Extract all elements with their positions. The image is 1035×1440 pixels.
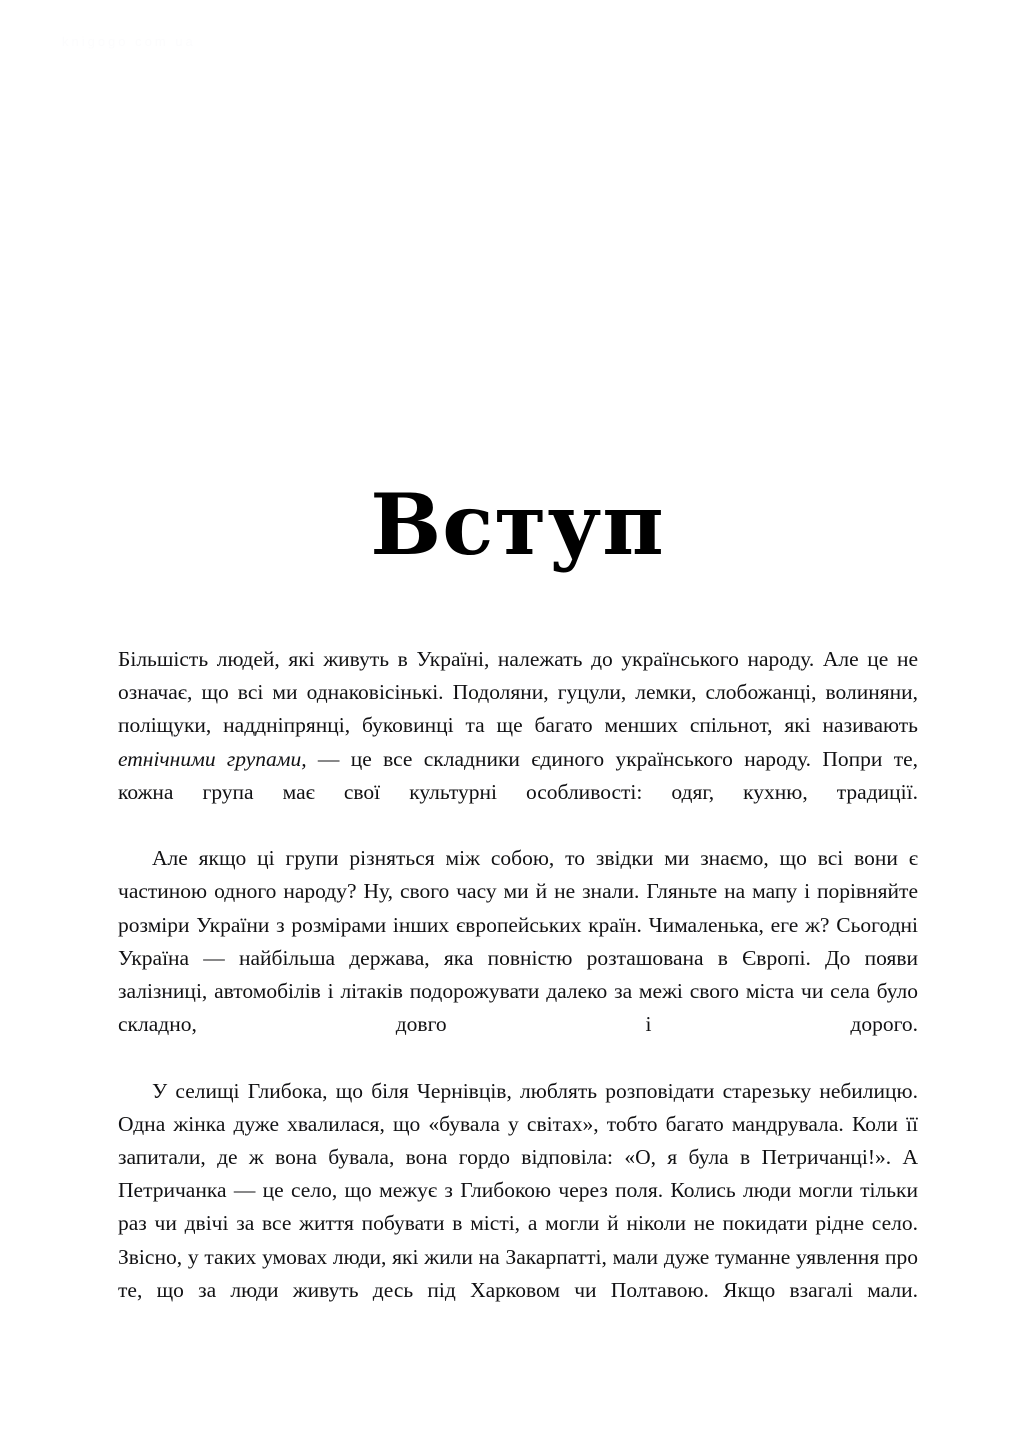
paragraph — [118, 842, 918, 1074]
text-run: — це все складники єдиного українського народу. Попри те, кожна група має свої культурні особливості: одяг, кухню, традиції. — [118, 746, 919, 804]
paragraph — [118, 643, 918, 842]
text-run: Більшість людей, які живуть в Україні, належать до українського народу. Але це не означає, що всі ми однаковісінькі. Подоляни, гуцули, лемки, слобожанці, волиняни, поліщуки, наддніпрянці, буковинці та ще багато менших спільнот, які називають — [118, 647, 918, 738]
page-title: Вступ — [370, 475, 665, 575]
emphasis-text: етнічними групами, — [118, 746, 307, 771]
watermark: knigogo com ua — [62, 34, 196, 49]
text-run: Але якщо ці групи різняться між собою, то звідки ми знаємо, що всі вони є частиною одного народу? Ну, свого часу ми й не знали. Гляньте на мапу і порівняйте розміри України з розмірами інших європейських країн. Чималенька, еге ж? Сьогодні Україна — найбільша держава, яка повністю розташована в Європі. До появи залізниці, автомобілів і літаків подорожувати далеко за межі свого міста чи села було складно, довго і дорого. — [118, 846, 918, 1037]
text-run: У селищі Глибока, що біля Чернівців, люблять розповідати старезьку небилицю. Одна жінка дуже хвалилася, що «бувала у світах», тобто багато мандрувала. Коли її запитали, де ж вона бувала, вона гордо відповіла: «О, я була в Петричанці!». А Петричанка — це село, що межує з Глибокою через поля. Колись люди могли тільки раз чи двічі за все життя побувати в місті, а могли й ніколи не покидати рідне село. Звісно, у таких умовах люди, які жили на Закарпатті, мали дуже туманне уявлення про те, що за люди живуть десь під Харковом чи Полтавою. Якщо взагалі мали. — [118, 1078, 918, 1302]
body-text — [118, 643, 918, 1340]
paragraph — [118, 1075, 918, 1341]
